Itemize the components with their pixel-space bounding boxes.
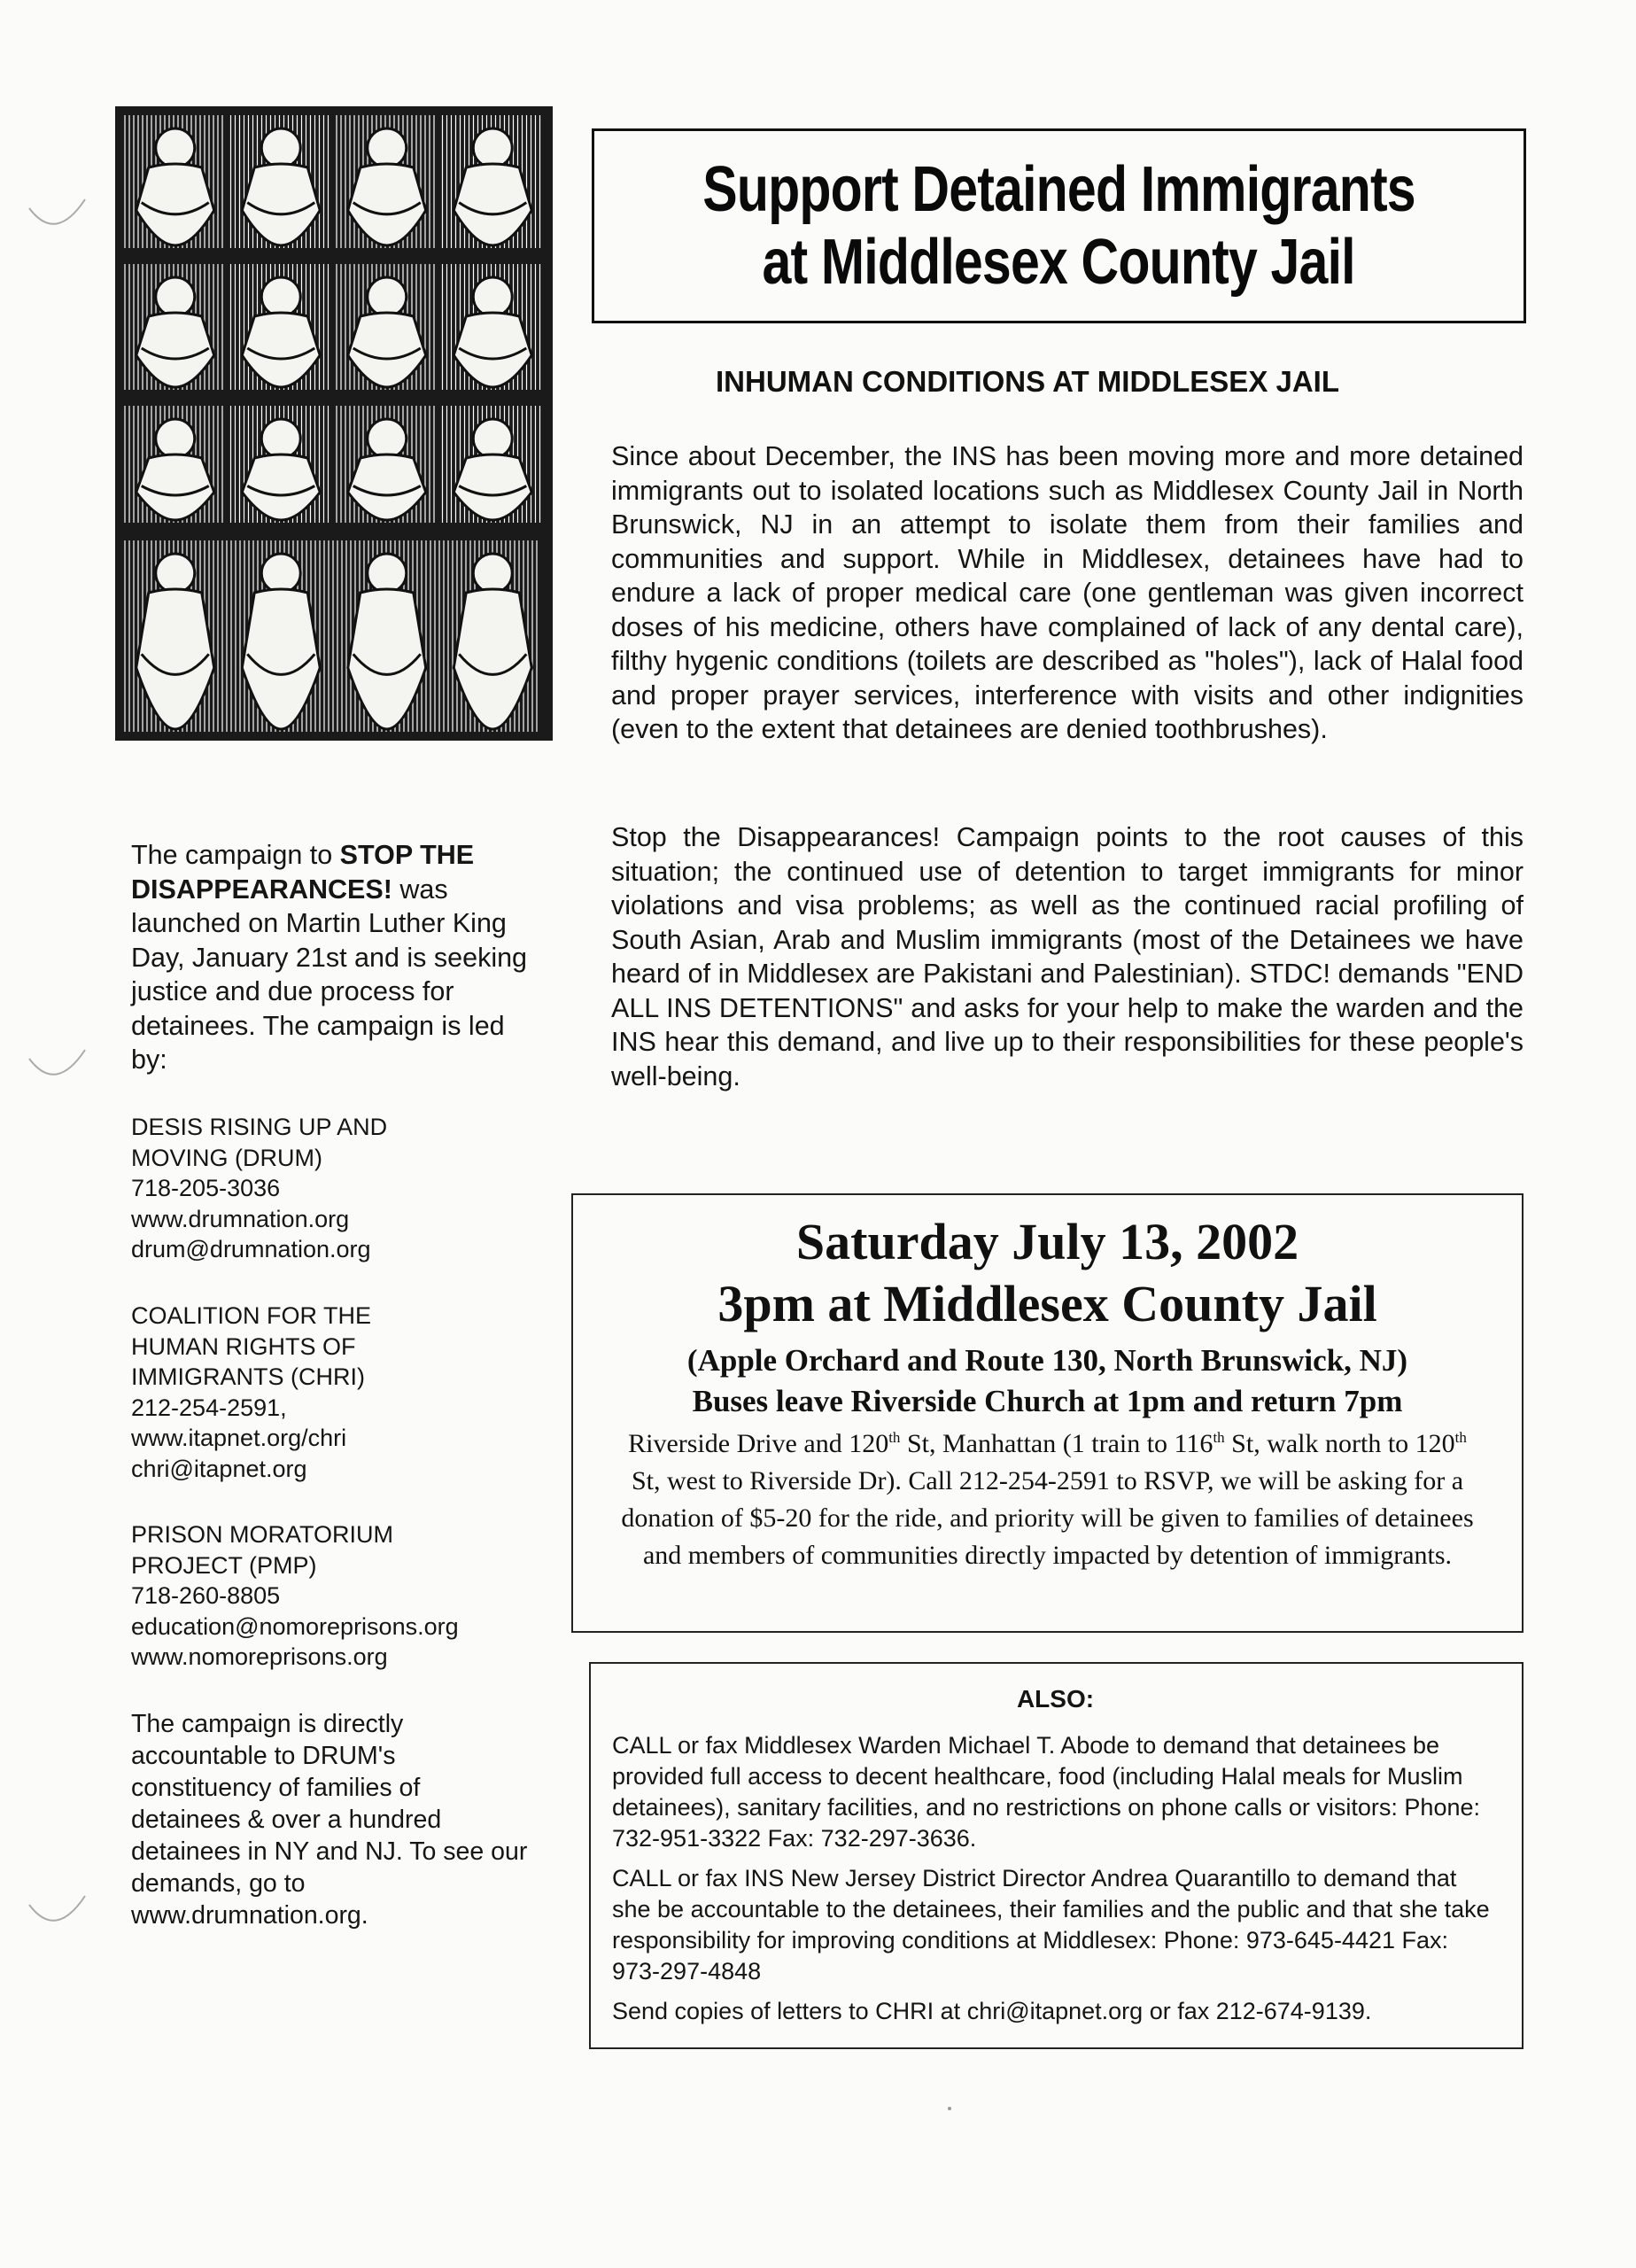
organization-chri <box>131 1301 547 1484</box>
accountability-note: The campaign is directly accountable to DRUM's constituency of families of detainees & over a hundred detainees in NY and NJ. To see our demands, go to www.drumnation.org. <box>131 1710 528 1930</box>
campaign-intro <box>131 838 534 1077</box>
send-copies-text: Send copies of letters to CHRI at chri@itapnet.org or fax 212-674-9139. <box>612 1998 1372 2024</box>
campaign-intro-end: was launched on Martin Luther King Day, January 21st and is seeking justice and due process for detainees. The campaign is led by: <box>131 874 528 1075</box>
event-address: (Apple Orchard and Route 130, North Brunswick, NJ) <box>686 1343 1408 1378</box>
figure-head <box>473 419 512 458</box>
detainees-illustration <box>115 106 553 741</box>
binder-hole-mark <box>25 1041 87 1094</box>
campaign-name: STOP THE DISAPPEARANCES! <box>131 840 475 905</box>
figure-head <box>473 277 512 316</box>
figure-head <box>156 554 195 593</box>
binder-hole-mark <box>25 190 87 244</box>
org-website[interactable]: www.nomoreprisons.org <box>131 1643 388 1670</box>
figure-head <box>368 277 407 316</box>
campaign-intro-start: The campaign to <box>131 840 340 870</box>
org-name: PRISON MORATORIUM PROJECT (PMP) <box>131 1521 394 1579</box>
call-warden-text: CALL or fax Middlesex Warden Michael T. Abode to demand that detainees be provided full access to decent healthcare, food (including Halal meals for Muslim detainees), sanitary facilities, and no restrictions on phone calls or visitors: Phone: 732-951-3322 Fax: 732-297-3636. <box>612 1732 1481 1852</box>
also-heading: ALSO: <box>1016 1685 1095 1713</box>
figure-head <box>261 128 300 167</box>
event-location: 3pm at Middlesex County Jail <box>717 1275 1377 1332</box>
section-heading: INHUMAN CONDITIONS AT MIDDLESEX JAIL <box>716 365 1340 398</box>
org-phone: 718-260-8805 <box>131 1582 281 1609</box>
flyer-title-box <box>592 128 1526 323</box>
figure-head <box>473 128 512 167</box>
org-email[interactable]: drum@drumnation.org <box>131 1236 371 1262</box>
figure-head <box>368 554 407 593</box>
event-buses: Buses leave Riverside Church at 1pm and return 7pm <box>692 1384 1403 1418</box>
call-ins-text: CALL or fax INS New Jersey District Director Andrea Quarantillo to demand that she be accountable to the detainees, their families and the public and that she take responsibility for improving conditions at Middlesex: Phone: 973-645-4421 Fax: 973-297-4848 <box>612 1865 1490 1984</box>
org-email[interactable]: education@nomoreprisons.org <box>131 1612 459 1640</box>
binder-hole-mark <box>25 1887 87 1940</box>
event-date: Saturday July 13, 2002 <box>795 1213 1299 1270</box>
scan-speck <box>948 2107 951 2110</box>
conditions-paragraph: Since about December, the INS has been moving more and more detained immigrants out to isolated locations such as Middlesex County Jail in North Brunswick, NJ in an attempt to isolate them from their families and communities and support. While in Middlesex, detainees have had to endure a lack of proper medical care (one gentleman was given incorrect doses of his medicine, others have complained of lack of any dental care), filthy hygenic conditions (toilets are described as "holes"), lack of Halal food and proper prayer services, interference with visits and other indignities (even to the extent that detainees are denied toothbrushes). <box>611 441 1524 744</box>
organization-drum <box>131 1112 547 1265</box>
flyer-title-line1: Support Detained Immigrants <box>702 154 1415 225</box>
figure-head <box>368 128 407 167</box>
figure-head <box>156 128 195 167</box>
figure-head <box>261 277 300 316</box>
event-details: Riverside Drive and 120th St, Manhattan (1 train to 116th St, walk north to 120th St, west to Riverside Dr). Call 212-254-2591 to RSVP, we will be asking for a donation of $5-20 for the ride, and priority will be given to families of detainees and members of communities directly impacted by detention of immigrants. <box>621 1429 1474 1570</box>
figure-head <box>156 419 195 458</box>
flyer-title-line2: at Middlesex County Jail <box>762 227 1356 298</box>
org-website[interactable]: www.itapnet.org/chri <box>131 1425 347 1451</box>
figure-head <box>368 419 407 458</box>
also-box <box>589 1662 1524 2049</box>
org-email[interactable]: chri@itapnet.org <box>131 1455 307 1482</box>
org-phone: 718-205-3036 <box>131 1175 281 1201</box>
org-name: DESIS RISING UP AND MOVING (DRUM) <box>131 1114 388 1171</box>
figure-head <box>473 554 512 593</box>
figure-head <box>156 277 195 316</box>
organization-pmp <box>131 1519 547 1673</box>
org-name: COALITION FOR THE HUMAN RIGHTS OF IMMIGRANTS (CHRI) <box>131 1302 372 1390</box>
figure-head <box>261 554 300 593</box>
figure-head <box>261 419 300 458</box>
org-website[interactable]: www.drumnation.org <box>131 1205 350 1232</box>
event-box <box>571 1193 1524 1633</box>
root-causes-paragraph: Stop the Disappearances! Campaign points to the root causes of this situation; the continued use of detention to target immigrants for minor violations and visa problems; as well as the continued racial profiling of South Asian, Arab and Muslim immigrants (most of the Detainees we have heard of in Middlesex are Pakistani and Palestinian). STDC! demands "END ALL INS DETENTIONS" and asks for your help to make the warden and the INS hear this demand, and live up to their responsibilities for these people's well-being. <box>611 822 1524 1091</box>
org-phone: 212-254-2591, <box>131 1394 287 1421</box>
